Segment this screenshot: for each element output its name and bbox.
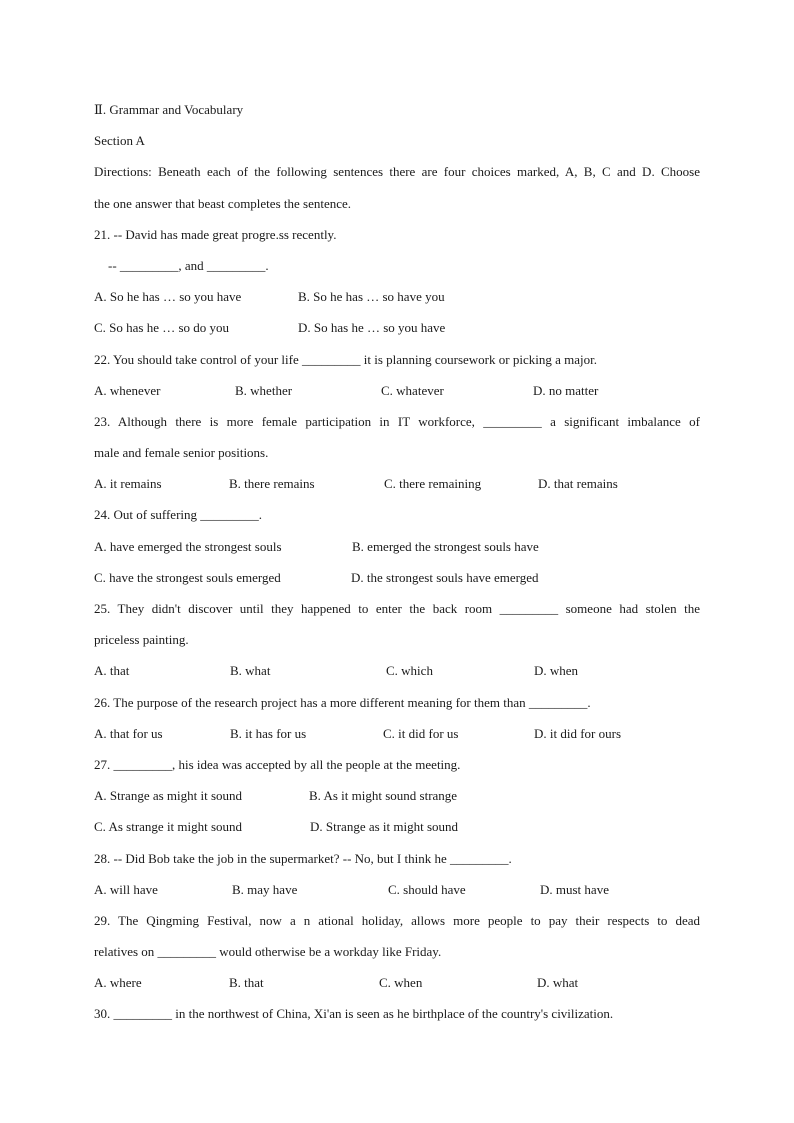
question-29-options xyxy=(94,972,700,1003)
option-c[interactable]: C. As strange it might sound xyxy=(94,819,243,835)
directions-line-2: the one answer that beast completes the sentence. xyxy=(94,195,352,211)
option-b[interactable]: B. As it might sound strange xyxy=(309,788,458,804)
option-a[interactable]: A. So he has … so you have xyxy=(94,289,242,305)
option-b[interactable]: B. whether xyxy=(235,382,293,398)
question-24-options-row-1 xyxy=(94,536,700,567)
question-26-stem: 26. The purpose of the research project has a more different meaning for them than _________. xyxy=(94,694,591,710)
option-b[interactable]: B. that xyxy=(229,975,264,991)
option-b[interactable]: B. may have xyxy=(232,881,298,897)
option-c[interactable]: C. whatever xyxy=(381,382,444,398)
option-d[interactable]: D. the strongest souls have emerged xyxy=(351,569,539,585)
option-d[interactable]: D. it did for ours xyxy=(534,725,622,741)
question-23-options xyxy=(94,473,700,504)
option-a[interactable]: A. have emerged the strongest souls xyxy=(94,538,282,554)
question-24-stem: 24. Out of suffering _________. xyxy=(94,507,263,523)
question-26-options xyxy=(94,723,700,754)
question-21-stem: 21. -- David has made great progre.ss recently. xyxy=(94,226,337,242)
option-d[interactable]: D. that remains xyxy=(538,476,618,492)
question-27-options-row-1 xyxy=(94,785,700,816)
part-title: Ⅱ. Grammar and Vocabulary xyxy=(94,102,244,117)
option-c[interactable]: C. there remaining xyxy=(384,476,482,492)
option-a[interactable]: A. will have xyxy=(94,881,158,897)
question-23-stem: 23. Although there is more female participation in IT workforce, _________ a significant imbalance of xyxy=(94,413,700,429)
option-a[interactable]: A. it remains xyxy=(94,476,162,492)
option-b[interactable]: B. it has for us xyxy=(230,725,307,741)
option-a[interactable]: A. that xyxy=(94,663,130,679)
question-27-stem: 27. _________, his idea was accepted by all the people at the meeting. xyxy=(94,756,461,772)
option-c[interactable]: C. So has he … so do you xyxy=(94,320,230,336)
option-a[interactable]: A. Strange as might it sound xyxy=(94,788,243,804)
question-25-options xyxy=(94,660,700,691)
question-28-stem: 28. -- Did Bob take the job in the supermarket? -- No, but I think he _________. xyxy=(94,850,512,866)
option-a[interactable]: A. where xyxy=(94,975,142,991)
option-c[interactable]: C. should have xyxy=(388,881,466,897)
question-29-stem: 29. The Qingming Festival, now a n ational holiday, allows more people to pay their respects to dead xyxy=(94,912,700,928)
option-b[interactable]: B. emerged the strongest souls have xyxy=(352,538,539,554)
option-a[interactable]: A. whenever xyxy=(94,382,161,398)
option-d[interactable]: D. must have xyxy=(540,881,609,897)
option-b[interactable]: B. So he has … so have you xyxy=(298,289,445,305)
section-title: Section A xyxy=(94,133,145,149)
option-d[interactable]: D. when xyxy=(534,663,579,679)
option-c[interactable]: C. have the strongest souls emerged xyxy=(94,569,281,585)
question-25-stem: 25. They didn't discover until they happened to enter the back room _________ someone had stolen the xyxy=(94,601,700,616)
question-21-response: -- _________, and _________. xyxy=(108,257,269,273)
option-c[interactable]: C. it did for us xyxy=(383,725,459,741)
option-d[interactable]: D. Strange as it might sound xyxy=(310,819,459,835)
question-25-stem-cont: priceless painting. xyxy=(94,632,189,648)
directions-line-1: Directions: Beneath each of the following sentences there are four choices marked, A, B, C and D. Choose xyxy=(94,164,700,180)
option-b[interactable]: B. what xyxy=(230,663,271,679)
option-c[interactable]: C. which xyxy=(386,663,433,679)
question-22-stem: 22. You should take control of your life _________ it is planning coursework or picking a major. xyxy=(94,351,597,367)
question-21-options-row-1 xyxy=(94,286,700,317)
question-23-stem-cont: male and female senior positions. xyxy=(94,445,269,461)
question-24-options-row-2 xyxy=(94,567,700,598)
question-28-options xyxy=(94,879,700,910)
option-d[interactable]: D. what xyxy=(537,975,579,991)
question-30-stem: 30. _________ in the northwest of China, Xi'an is seen as he birthplace of the country's civilization. xyxy=(94,1006,614,1022)
option-b[interactable]: B. there remains xyxy=(229,476,315,492)
question-21-options-row-2 xyxy=(94,317,700,348)
option-a[interactable]: A. that for us xyxy=(94,725,163,741)
option-d[interactable]: D. So has he … so you have xyxy=(298,320,446,336)
question-27-options-row-2 xyxy=(94,816,700,847)
question-22-options xyxy=(94,380,700,411)
option-d[interactable]: D. no matter xyxy=(533,382,599,398)
question-29-stem-cont: relatives on _________ would otherwise be a workday like Friday. xyxy=(94,944,442,960)
option-c[interactable]: C. when xyxy=(379,975,423,991)
exam-page xyxy=(94,99,700,1035)
